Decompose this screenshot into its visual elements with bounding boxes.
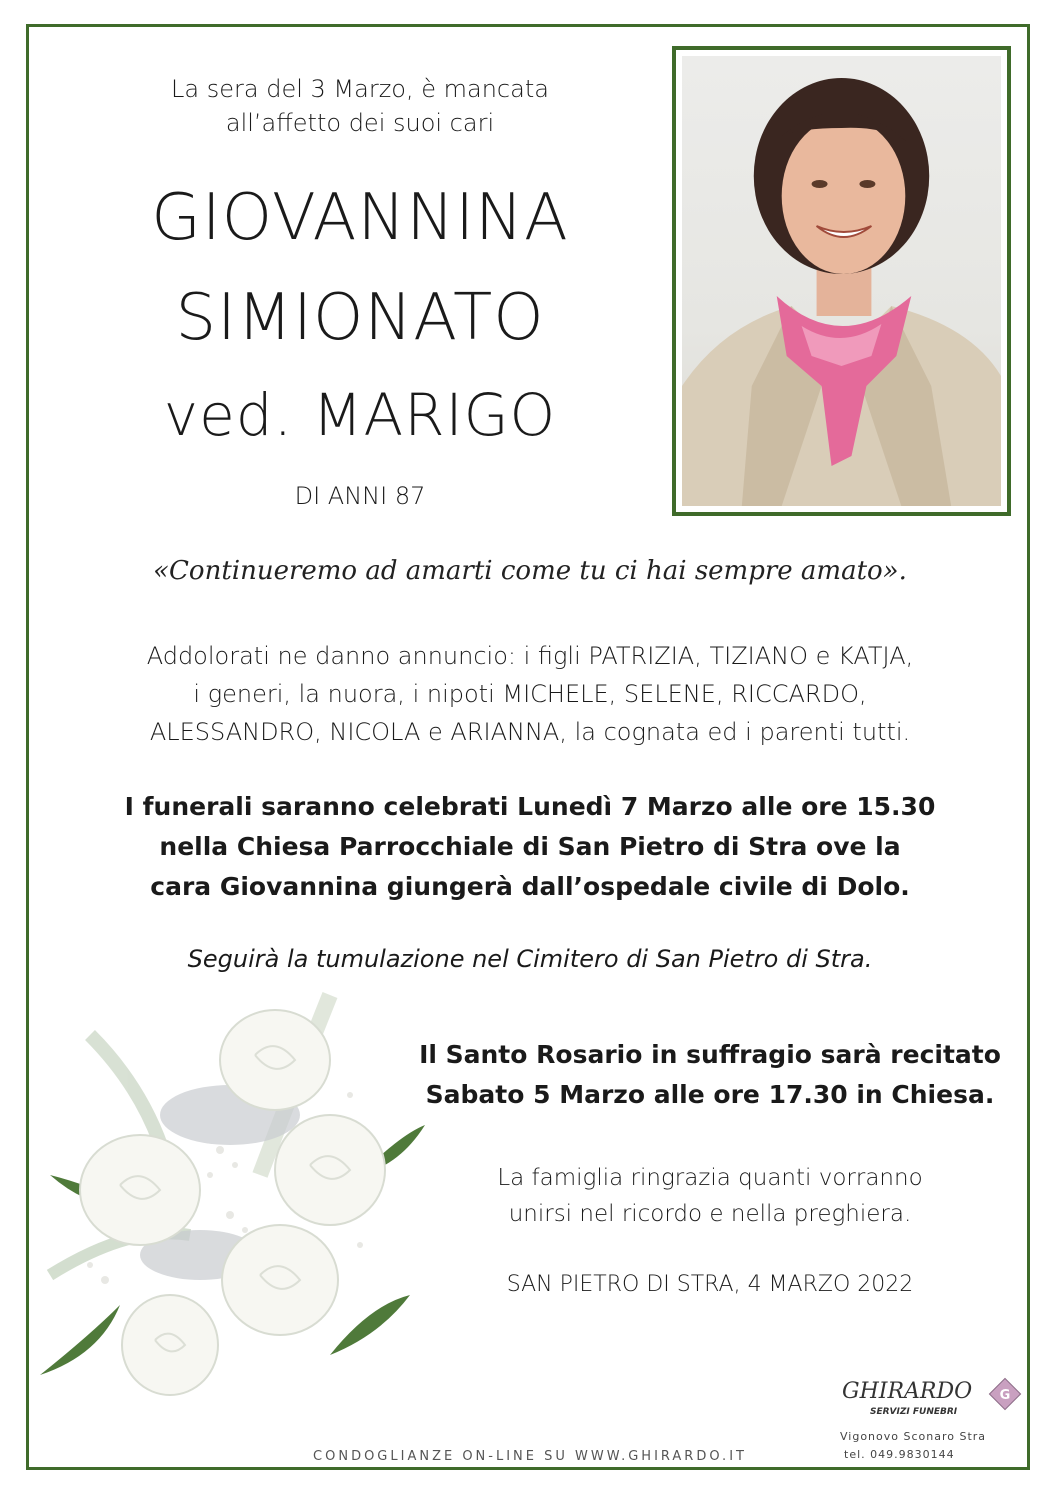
burial-notice: Seguirà la tumulazione nel Cimitero di San Pietro di Stra. bbox=[187, 945, 873, 973]
logo-name: GHIRARDO bbox=[842, 1379, 973, 1404]
deceased-surname: SIMIONATO bbox=[175, 281, 545, 355]
logo-subtitle: SERVIZI FUNEBRI bbox=[870, 1407, 958, 1417]
intro-text bbox=[110, 72, 610, 140]
funeral-line: I funerali saranno celebrati Lunedì 7 Marzo alle ore 15.30 bbox=[124, 792, 936, 821]
logo-phone: tel. 049.9830144 bbox=[844, 1448, 955, 1461]
portrait-illustration bbox=[682, 56, 1001, 506]
deceased-first-name: GIOVANNINA bbox=[151, 181, 569, 255]
funeral-home-logo bbox=[830, 1375, 1030, 1465]
thanks-line: unirsi nel ricordo e nella preghiera. bbox=[508, 1201, 912, 1227]
logo-towns: Vigonovo Sconaro Stra bbox=[840, 1430, 987, 1443]
logo-letter: G bbox=[999, 1388, 1011, 1403]
thanks-text bbox=[420, 1160, 1000, 1232]
memorial-quote: «Continueremo ad amarti come tu ci hai sempre amato». bbox=[153, 556, 907, 586]
intro-line-1: La sera del 3 Marzo, è mancata bbox=[171, 75, 549, 103]
rosary-notice bbox=[410, 1035, 1010, 1115]
intro-line-2: all’affetto dei suoi cari bbox=[225, 109, 495, 137]
funeral-line: nella Chiesa Parrocchiale di San Pietro di Stra ove la bbox=[159, 832, 901, 861]
place-and-date: SAN PIETRO DI STRA, 4 MARZO 2022 bbox=[506, 1272, 914, 1297]
condolences-url: CONDOGLIANZE ON-LINE SU WWW.GHIRARDO.IT bbox=[313, 1449, 747, 1464]
thanks-line: La famiglia ringrazia quanti vorranno bbox=[497, 1165, 923, 1191]
deceased-age: DI ANNI 87 bbox=[294, 482, 426, 510]
funeral-details bbox=[60, 787, 1000, 907]
rosary-line: Sabato 5 Marzo alle ore 17.30 in Chiesa. bbox=[425, 1080, 995, 1109]
rosary-line: Il Santo Rosario in suffragio sarà recitato bbox=[419, 1040, 1001, 1069]
announcement-line: i generi, la nuora, i nipoti MICHELE, SELENE, RICCARDO, bbox=[193, 680, 867, 708]
announcement-line: Addolorati ne danno annuncio: i figli PATRIZIA, TIZIANO e KATJA, bbox=[146, 642, 914, 670]
portrait-frame bbox=[672, 46, 1011, 516]
logo-diamond-icon bbox=[988, 1377, 1022, 1411]
announcement-line: ALESSANDRO, NICOLA e ARIANNA, la cognata ed i parenti tutti. bbox=[149, 718, 911, 746]
funeral-line: cara Giovannina giungerà dall’ospedale civile di Dolo. bbox=[150, 872, 910, 901]
white-roses-image bbox=[30, 975, 430, 1405]
portrait-photo bbox=[682, 56, 1001, 506]
deceased-married-name: ved. MARIGO bbox=[163, 381, 557, 449]
announcement-text bbox=[60, 637, 1000, 751]
